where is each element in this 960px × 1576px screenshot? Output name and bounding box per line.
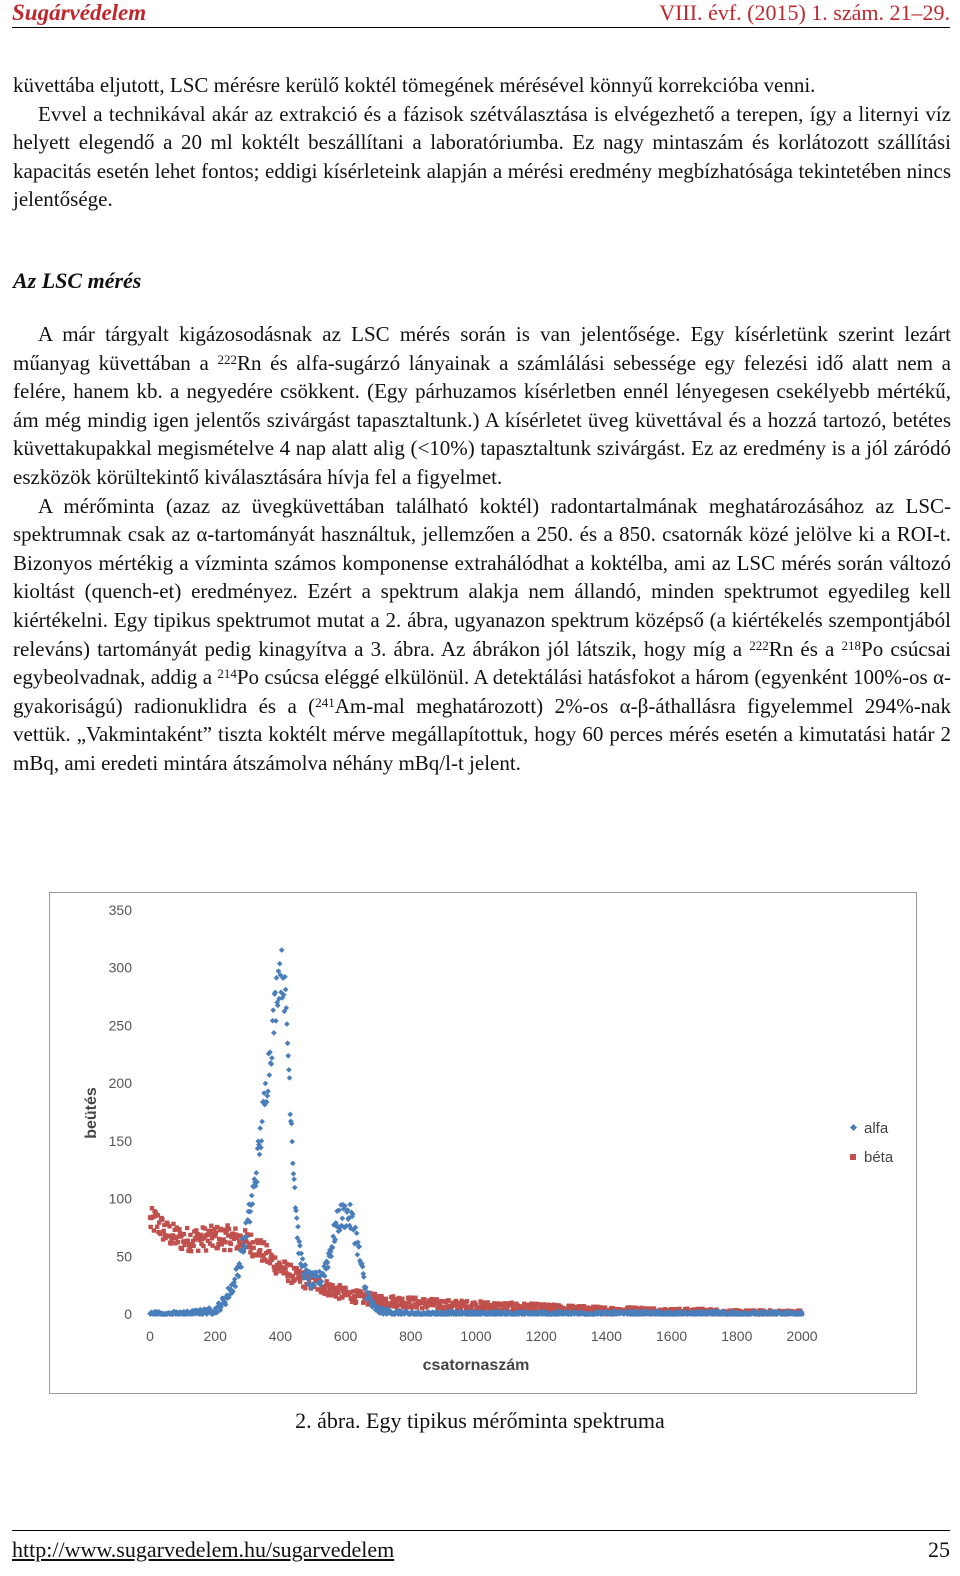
beta-point	[182, 1232, 186, 1236]
beta-point	[169, 1241, 173, 1245]
alfa-point	[340, 1215, 346, 1221]
beta-point	[223, 1240, 227, 1244]
data-points	[147, 947, 805, 1317]
beta-point	[249, 1233, 253, 1237]
alfa-point	[294, 1215, 300, 1221]
section-text	[13, 320, 951, 778]
journal-title: Sugárvédelem	[12, 0, 147, 25]
alfa-point	[285, 1040, 291, 1046]
paragraph-3: A már tárgyalt kigázosodásnak az LSC mérés során is van jelentősége. Egy kísérletünk szerint lezárt műanyag küvettában a $^{222}$Rn és alfa-sugárzó lányainak a számlálási sebessége egy felezési idő alatt nem a felére, hanem kb. a negyedére csökkent. (Egy párhuzamos kísérletben ennél lényegesen csekélyebb mértékű, ám még mindig igen jelentős szivárgást tapasztaltunk.) A kísérletet üveg küvettával és a hozzá tartozó, betétes küvettakupakkal megismételve 4 nap alatt alig (<10%) tapasztaltunk szivárgást. Ez az eredmény is a jól záródó eszközök körültekintő kiválasztására hívja fel a figyelmet.	[13, 322, 951, 489]
alfa-point	[292, 1185, 298, 1191]
legend-marker-beta	[850, 1154, 856, 1160]
beta-point	[203, 1226, 207, 1230]
alfa-point	[347, 1202, 353, 1208]
beta-point	[283, 1266, 287, 1270]
beta-point	[191, 1244, 195, 1248]
y-tick-label: 0	[124, 1306, 132, 1322]
y-tick-label: 150	[108, 1132, 132, 1149]
beta-point	[273, 1255, 277, 1259]
alfa-point	[279, 947, 285, 953]
beta-point	[248, 1250, 252, 1254]
footer-url[interactable]: http://www.sugarvedelem.hu/sugarvedelem	[12, 1537, 395, 1562]
beta-point	[400, 1297, 404, 1301]
alfa-point	[289, 1139, 295, 1145]
x-tick-label: 1600	[656, 1328, 688, 1344]
beta-point	[160, 1217, 164, 1221]
alfa-point	[283, 987, 289, 993]
page-number: 25	[928, 1537, 950, 1562]
alfa-point	[286, 1067, 292, 1073]
alfa-point	[266, 1072, 272, 1078]
beta-point	[216, 1246, 220, 1250]
beta-point	[258, 1248, 262, 1252]
beta-point	[343, 1286, 347, 1290]
x-tick-label: 1000	[460, 1328, 492, 1344]
alfa-point	[271, 1030, 277, 1036]
alfa-point	[297, 1243, 303, 1249]
page-header	[12, 0, 950, 28]
y-tick-label: 300	[108, 959, 132, 976]
y-tick-label: 250	[108, 1017, 132, 1034]
beta-point	[186, 1238, 190, 1242]
beta-point	[465, 1299, 469, 1303]
legend	[850, 1120, 894, 1166]
alfa-point	[290, 1161, 296, 1167]
alfa-point	[259, 1119, 265, 1125]
spectrum-chart-svg	[50, 893, 916, 1393]
x-tick-label: 200	[203, 1328, 227, 1344]
alfa-point	[273, 1018, 279, 1024]
beta-point	[155, 1225, 159, 1229]
beta-point	[210, 1243, 214, 1247]
y-axis-label: beütés	[83, 1087, 100, 1139]
beta-point	[189, 1249, 193, 1253]
alfa-point	[285, 1053, 291, 1059]
beta-point	[177, 1227, 181, 1231]
beta-point	[204, 1248, 208, 1252]
beta-point	[265, 1243, 269, 1247]
beta-point	[185, 1226, 189, 1230]
beta-point	[167, 1224, 171, 1228]
beta-point	[214, 1231, 218, 1235]
beta-point	[156, 1213, 160, 1217]
alfa-point	[249, 1193, 255, 1199]
alfa-point	[284, 1021, 290, 1027]
beta-point	[251, 1240, 255, 1244]
x-tick-label: 1200	[525, 1328, 557, 1344]
beta-point	[176, 1240, 180, 1244]
beta-point	[227, 1227, 231, 1231]
x-axis-label: csatornaszám	[422, 1357, 530, 1374]
page-footer	[12, 1530, 950, 1571]
alfa-point	[355, 1252, 361, 1258]
y-tick-label: 100	[108, 1190, 132, 1207]
section-heading: Az LSC mérés	[13, 268, 142, 293]
beta-point	[510, 1303, 514, 1307]
paragraph-2: Evvel a technikával akár az extrakció és a fázisok szétválasztása is elvégezhető a terepen, így a liternyi víz helyett elegendő a 20 ml koktélt beszállítani a laboratóriumba. Ez nagy mintaszám és korlátozott szállítási kapacitás esetén lehet fontos; eddigi kísérleteink alapján a mérési eredmény megbízhatósága tekintetében nincs jelentősége.	[13, 101, 951, 212]
y-tick-label: 50	[116, 1248, 132, 1265]
beta-point	[267, 1249, 271, 1253]
legend-marker-alfa	[850, 1124, 857, 1131]
beta-point	[233, 1226, 237, 1230]
beta-point	[251, 1246, 255, 1250]
series-alfa	[147, 947, 805, 1317]
x-tick-label: 0	[146, 1328, 154, 1344]
beta-point	[196, 1249, 200, 1253]
beta-point	[201, 1244, 205, 1248]
alfa-point	[287, 1075, 293, 1081]
alfa-point	[257, 1152, 263, 1158]
beta-point	[303, 1286, 307, 1290]
alfa-point	[287, 1112, 293, 1118]
beta-point	[336, 1291, 340, 1295]
alfa-point	[300, 1256, 306, 1262]
alfa-point	[291, 1176, 297, 1182]
x-tick-label: 600	[333, 1328, 358, 1344]
beta-point	[161, 1229, 165, 1233]
alfa-point	[270, 1007, 276, 1013]
alfa-point	[269, 1055, 275, 1061]
y-tick-label: 350	[108, 902, 132, 918]
alfa-point	[295, 1224, 301, 1230]
beta-point	[384, 1297, 388, 1301]
issue-info: VIII. évf. (2015) 1. szám. 21–29.	[659, 0, 950, 25]
spectrum-chart	[49, 892, 917, 1394]
beta-point	[188, 1233, 192, 1237]
alfa-point	[263, 1081, 269, 1087]
figure-caption: 2. ábra. Egy tipikus mérőminta spektruma	[295, 1408, 665, 1433]
x-axis	[146, 1328, 818, 1344]
paragraph-4: A mérőminta (azaz az üvegküvettában található koktél) radontartalmának meghatározásához az LSC-spektrumnak csak az α-tartományát használtuk, jellemzően a 250. és a 850. csatornák közé jelölve ki a ROI-t. Bizonyos mértékig a vízminta számos komponense extrahálódhat a koktélba, ami az LSC mérés során változó kioltást (quench-et) eredményez. Ezért a spektrum alakja nem állandó, minden spektrumot egyedileg kell kiértékelni. Egy tipikus spektrumot mutat a 2. ábra, ugyanazon spektrum középső (a kiértékelés szempontjából releváns) tartományát pedig kinagyítva a 3. ábra. Az ábrákon jól látszik, hogy míg a $^{222}$Rn és a $^{218}$Po csúcsai egybeolvadnak, addig a $^{214}$Po csúcsa eléggé elkülönül. A detektálási hatásfokot a három (egyenként 100%-os α-gyakoriságú) radionuklidra és a ($^{241}$Am-mal meghatározott) 2%-os α-β-áthallásra figyelemmel 294%-nak vettük. „Vakmintaként” tiszta koktélt mérve megállapítottuk, hogy 60 perces mérés esetén a kimutatási határ 2 mBq, ami eredeti mintára átszámolva néhány mBq/l-t jelent.	[13, 493, 952, 775]
beta-point	[180, 1247, 184, 1251]
y-axis	[109, 902, 133, 1322]
beta-point	[354, 1300, 358, 1304]
beta-point	[582, 1305, 586, 1309]
alfa-point	[291, 1171, 297, 1177]
x-tick-label: 2000	[786, 1328, 818, 1344]
alfa-point	[277, 961, 283, 967]
paragraph-1: küvettába eljutott, LSC mérésre kerülő koktél tömegének mérésével könnyű korrekcióba venni.	[13, 73, 816, 97]
beta-point	[229, 1242, 233, 1246]
x-tick-label: 800	[399, 1328, 423, 1344]
intro-text	[13, 71, 951, 214]
legend-label: alfa	[864, 1120, 889, 1137]
alfa-point	[253, 1170, 259, 1176]
alfa-point	[257, 1125, 263, 1131]
x-tick-label: 1800	[721, 1328, 753, 1344]
x-tick-label: 400	[268, 1328, 293, 1344]
x-tick-label: 1400	[590, 1328, 622, 1344]
beta-point	[228, 1248, 232, 1252]
beta-point	[243, 1228, 247, 1232]
y-tick-label: 200	[108, 1075, 132, 1092]
legend-label: béta	[864, 1149, 894, 1166]
beta-point	[446, 1298, 450, 1302]
beta-point	[222, 1248, 226, 1252]
